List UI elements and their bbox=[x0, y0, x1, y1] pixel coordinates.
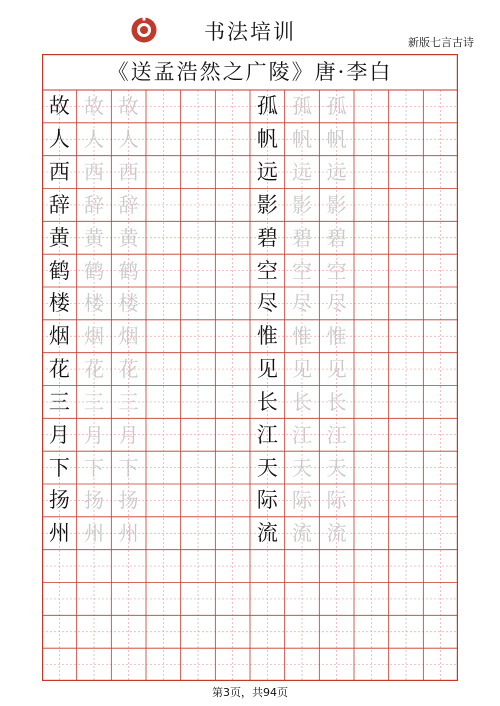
model-character: 楼 bbox=[48, 291, 70, 316]
model-character: 三 bbox=[48, 389, 70, 414]
poem-heading: 《送孟浩然之广陵》唐·李白 bbox=[107, 60, 393, 84]
trace-character: 帆 bbox=[292, 127, 312, 152]
trace-character: 际 bbox=[292, 488, 312, 513]
model-character: 碧 bbox=[256, 225, 278, 250]
model-character: 烟 bbox=[48, 324, 70, 349]
model-character: 影 bbox=[256, 192, 278, 217]
trace-character: 见 bbox=[326, 357, 347, 382]
trace-character: 三 bbox=[84, 389, 104, 414]
trace-character: 碧 bbox=[292, 225, 312, 250]
trace-character: 下 bbox=[84, 455, 104, 480]
trace-character: 长 bbox=[292, 389, 312, 414]
model-character: 长 bbox=[256, 389, 278, 414]
model-character: 人 bbox=[48, 127, 70, 152]
trace-character: 花 bbox=[118, 357, 139, 382]
trace-character: 故 bbox=[118, 94, 139, 119]
trace-character: 下 bbox=[118, 455, 139, 480]
trace-character: 尽 bbox=[326, 291, 347, 316]
trace-character: 黄 bbox=[84, 225, 104, 250]
trace-character: 长 bbox=[326, 389, 347, 414]
model-character: 空 bbox=[256, 258, 278, 283]
trace-character: 楼 bbox=[118, 291, 139, 316]
page-title: 书法培训 bbox=[204, 20, 296, 44]
model-character: 江 bbox=[256, 422, 278, 447]
trace-character: 流 bbox=[292, 521, 312, 546]
trace-character: 孤 bbox=[326, 94, 347, 119]
model-character: 远 bbox=[256, 160, 278, 185]
model-character: 黄 bbox=[48, 225, 70, 250]
trace-character: 江 bbox=[292, 422, 312, 447]
trace-character: 空 bbox=[326, 258, 347, 283]
trace-character: 天 bbox=[292, 455, 312, 480]
model-character: 辞 bbox=[48, 192, 70, 217]
page-info: 第3页，共94页 bbox=[212, 686, 288, 699]
model-character: 州 bbox=[48, 521, 70, 546]
model-character: 帆 bbox=[256, 127, 278, 152]
model-character: 故 bbox=[48, 94, 70, 119]
model-character: 月 bbox=[48, 422, 70, 447]
model-character: 流 bbox=[256, 521, 278, 546]
model-character: 西 bbox=[48, 160, 70, 185]
model-character: 际 bbox=[256, 488, 278, 513]
trace-character: 人 bbox=[118, 127, 139, 152]
trace-character: 孤 bbox=[292, 94, 312, 119]
trace-character: 州 bbox=[84, 521, 104, 546]
edition-label: 新版七言古诗 bbox=[408, 36, 474, 49]
trace-character: 帆 bbox=[326, 127, 347, 152]
trace-character: 流 bbox=[326, 521, 347, 546]
trace-character: 辞 bbox=[118, 192, 139, 217]
trace-character: 影 bbox=[292, 192, 312, 217]
trace-character: 辞 bbox=[84, 192, 104, 217]
trace-character: 烟 bbox=[118, 324, 139, 349]
trace-character: 鹤 bbox=[118, 258, 139, 283]
trace-character: 尽 bbox=[292, 291, 312, 316]
model-character: 扬 bbox=[48, 488, 70, 513]
model-character: 鹤 bbox=[48, 258, 70, 283]
model-character: 天 bbox=[256, 455, 278, 480]
trace-character: 月 bbox=[84, 422, 104, 447]
trace-character: 影 bbox=[326, 192, 347, 217]
trace-character: 际 bbox=[326, 488, 347, 513]
trace-character: 惟 bbox=[292, 324, 312, 349]
trace-character: 远 bbox=[326, 160, 347, 185]
trace-character: 西 bbox=[118, 160, 139, 185]
trace-character: 天 bbox=[326, 455, 347, 480]
trace-character: 远 bbox=[292, 160, 312, 185]
trace-character: 人 bbox=[84, 127, 104, 152]
trace-character: 楼 bbox=[84, 291, 104, 316]
model-character: 下 bbox=[48, 455, 70, 480]
trace-character: 见 bbox=[292, 357, 312, 382]
trace-character: 扬 bbox=[84, 488, 104, 513]
trace-character: 三 bbox=[118, 389, 139, 414]
trace-character: 花 bbox=[84, 357, 104, 382]
model-character: 花 bbox=[48, 357, 70, 382]
trace-character: 空 bbox=[292, 258, 312, 283]
trace-character: 月 bbox=[118, 422, 139, 447]
model-character: 见 bbox=[256, 357, 278, 382]
model-character: 尽 bbox=[256, 291, 278, 316]
trace-character: 扬 bbox=[118, 488, 139, 513]
trace-character: 碧 bbox=[326, 225, 347, 250]
trace-character: 烟 bbox=[84, 324, 104, 349]
trace-character: 江 bbox=[326, 422, 347, 447]
model-character: 惟 bbox=[256, 324, 278, 349]
model-character: 孤 bbox=[256, 94, 278, 119]
trace-character: 州 bbox=[118, 521, 139, 546]
trace-character: 鹤 bbox=[84, 258, 104, 283]
trace-character: 惟 bbox=[326, 324, 347, 349]
trace-character: 故 bbox=[84, 94, 104, 119]
trace-character: 黄 bbox=[118, 225, 139, 250]
trace-character: 西 bbox=[84, 160, 104, 185]
